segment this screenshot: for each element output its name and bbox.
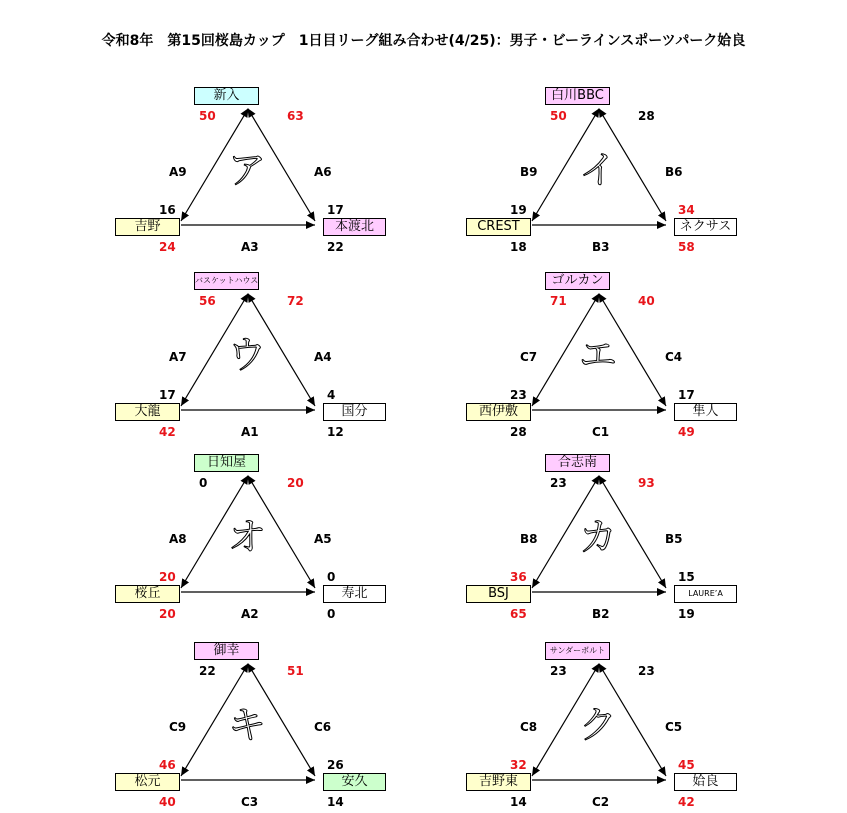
group-7	[115, 642, 385, 812]
left-match: C7	[520, 350, 538, 364]
group-letter: ア	[227, 148, 266, 192]
team-right: LAURE’A	[674, 585, 737, 603]
group-letter: オ	[227, 515, 266, 559]
group-2	[466, 87, 736, 257]
right-match: A4	[314, 350, 332, 364]
left-match: A9	[169, 165, 187, 179]
right-top-score: 26	[327, 758, 344, 772]
group-6	[466, 454, 736, 624]
team-top: ゴルカン	[545, 272, 610, 290]
top-right-score: 20	[287, 476, 304, 490]
right-bottom-score: 12	[327, 425, 344, 439]
group-3	[115, 272, 385, 442]
group-letter: イ	[578, 148, 617, 192]
team-top: 日知屋	[194, 454, 259, 472]
top-right-score: 40	[638, 294, 655, 308]
left-match: B8	[520, 532, 538, 546]
right-bottom-score: 22	[327, 240, 344, 254]
right-top-score: 34	[678, 203, 695, 217]
left-match: A8	[169, 532, 187, 546]
group-1	[115, 87, 385, 257]
bottom-match: A2	[241, 607, 259, 621]
group-8	[466, 642, 736, 812]
team-right: 国分	[323, 403, 386, 421]
left-top-score: 16	[159, 203, 176, 217]
left-match: A7	[169, 350, 187, 364]
right-top-score: 17	[678, 388, 695, 402]
left-top-score: 19	[510, 203, 527, 217]
group-5	[115, 454, 385, 624]
top-right-score: 51	[287, 664, 304, 678]
team-top: 合志南	[545, 454, 610, 472]
top-left-score: 23	[550, 664, 567, 678]
right-top-score: 45	[678, 758, 695, 772]
right-match: B6	[665, 165, 683, 179]
team-top: 白川BBC	[545, 87, 610, 105]
group-letter: ク	[578, 703, 617, 747]
top-right-score: 63	[287, 109, 304, 123]
right-top-score: 4	[327, 388, 336, 402]
team-right: ネクサス	[674, 218, 737, 236]
group-letter: ウ	[227, 333, 266, 377]
left-bottom-score: 42	[159, 425, 176, 439]
page-title: 令和8年 第15回桜島カップ 1日目リーグ組み合わせ(4/25)：男子・ビーラインスポーツパーク姶良	[101, 33, 746, 49]
team-right: 安久	[323, 773, 386, 791]
team-right: 本渡北	[323, 218, 386, 236]
bottom-match: C2	[592, 795, 610, 809]
right-match: B5	[665, 532, 683, 546]
left-bottom-score: 24	[159, 240, 176, 254]
top-right-score: 72	[287, 294, 304, 308]
top-left-score: 0	[199, 476, 208, 490]
right-top-score: 17	[327, 203, 344, 217]
team-left: 桜丘	[115, 585, 180, 603]
right-bottom-score: 19	[678, 607, 695, 621]
right-match: C6	[314, 720, 332, 734]
top-left-score: 23	[550, 476, 567, 490]
group-4	[466, 272, 736, 442]
top-left-score: 56	[199, 294, 216, 308]
team-left: 吉野	[115, 218, 180, 236]
team-left: BSJ	[466, 585, 531, 603]
left-bottom-score: 28	[510, 425, 527, 439]
bottom-match: A1	[241, 425, 259, 439]
team-left: 松元	[115, 773, 180, 791]
right-bottom-score: 0	[327, 607, 336, 621]
right-match: C4	[665, 350, 683, 364]
left-top-score: 20	[159, 570, 176, 584]
team-top: サンダーボルト	[545, 642, 610, 660]
left-match: C8	[520, 720, 538, 734]
right-match: C5	[665, 720, 683, 734]
left-bottom-score: 20	[159, 607, 176, 621]
left-top-score: 23	[510, 388, 527, 402]
right-top-score: 0	[327, 570, 336, 584]
team-left: CREST	[466, 218, 531, 236]
left-top-score: 32	[510, 758, 527, 772]
team-left: 西伊敷	[466, 403, 531, 421]
group-letter: カ	[578, 515, 617, 559]
top-right-score: 23	[638, 664, 655, 678]
team-top: 新入	[194, 87, 259, 105]
group-letter: エ	[578, 333, 617, 377]
team-right: 寿北	[323, 585, 386, 603]
team-right: 姶良	[674, 773, 737, 791]
team-right: 隼人	[674, 403, 737, 421]
top-left-score: 22	[199, 664, 216, 678]
left-bottom-score: 65	[510, 607, 527, 621]
right-match: A6	[314, 165, 332, 179]
bottom-match: B2	[592, 607, 610, 621]
team-top: 御幸	[194, 642, 259, 660]
left-bottom-score: 14	[510, 795, 527, 809]
team-left: 吉野東	[466, 773, 531, 791]
top-left-score: 50	[199, 109, 216, 123]
left-top-score: 46	[159, 758, 176, 772]
left-top-score: 36	[510, 570, 527, 584]
top-left-score: 50	[550, 109, 567, 123]
left-match: C9	[169, 720, 187, 734]
right-bottom-score: 42	[678, 795, 695, 809]
group-letter: キ	[227, 703, 266, 747]
left-bottom-score: 18	[510, 240, 527, 254]
bottom-match: A3	[241, 240, 259, 254]
right-bottom-score: 14	[327, 795, 344, 809]
left-bottom-score: 40	[159, 795, 176, 809]
bottom-match: C1	[592, 425, 610, 439]
team-left: 大龍	[115, 403, 180, 421]
top-left-score: 71	[550, 294, 567, 308]
top-right-score: 93	[638, 476, 655, 490]
right-bottom-score: 58	[678, 240, 695, 254]
right-match: A5	[314, 532, 332, 546]
right-bottom-score: 49	[678, 425, 695, 439]
right-top-score: 15	[678, 570, 695, 584]
team-top: バスケットハウス	[194, 272, 259, 290]
bottom-match: B3	[592, 240, 610, 254]
bottom-match: C3	[241, 795, 259, 809]
left-match: B9	[520, 165, 538, 179]
top-right-score: 28	[638, 109, 655, 123]
left-top-score: 17	[159, 388, 176, 402]
